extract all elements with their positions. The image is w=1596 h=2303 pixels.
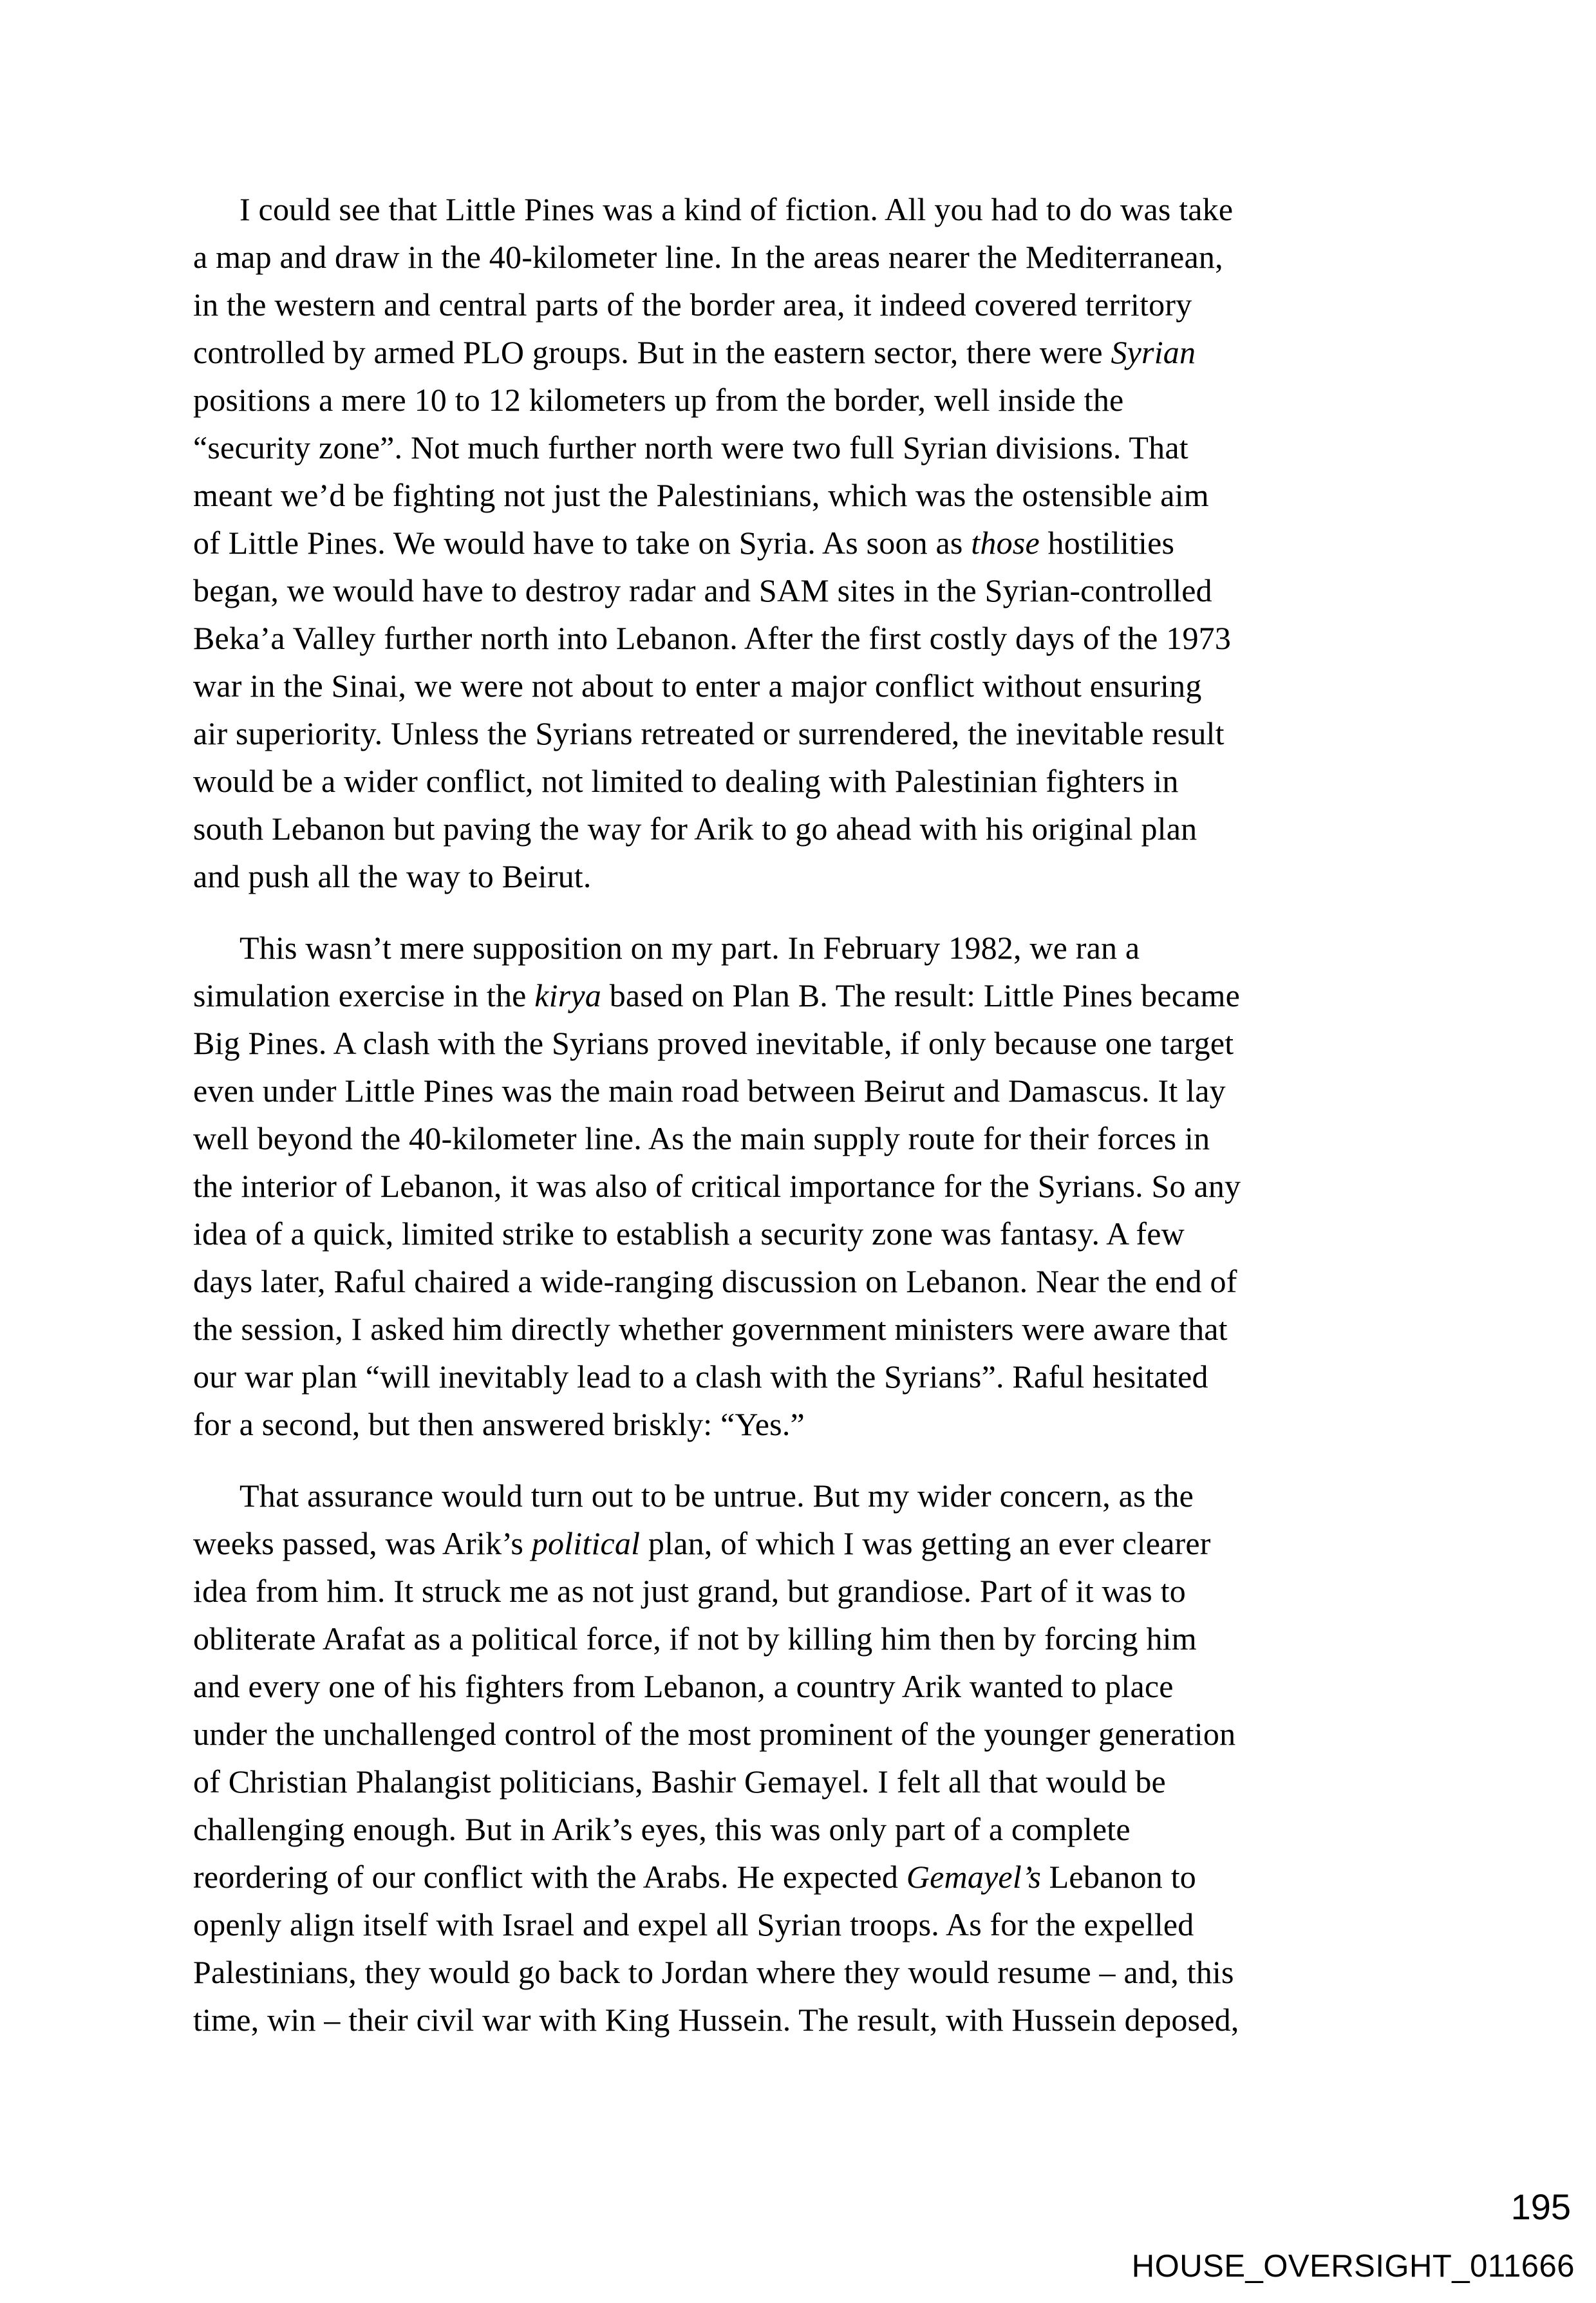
text-line: well beyond the 40-kilometer line. As the main supply route for their forces in <box>193 1120 1210 1156</box>
text-line: and push all the way to Beirut. <box>193 858 592 894</box>
text-line: Big Pines. A clash with the Syrians proved inevitable, if only because one target <box>193 1025 1234 1061</box>
text-line: openly align itself with Israel and expel all Syrian troops. As for the expelled <box>193 1906 1194 1942</box>
text-line: and every one of his fighters from Lebanon, a country Arik wanted to place <box>193 1668 1174 1704</box>
text-line: days later, Raful chaired a wide-ranging discussion on Lebanon. Near the end of <box>193 1263 1237 1299</box>
text-line: Palestinians, they would go back to Jordan where they would resume – and, this <box>193 1954 1234 1990</box>
text-line: Beka’a Valley further north into Lebanon. After the first costly days of the 1973 <box>193 620 1232 656</box>
text-line: in the western and central parts of the border area, it indeed covered territory <box>193 287 1192 323</box>
text-line: This wasn’t mere supposition on my part. In February 1982, we ran a <box>239 930 1140 966</box>
text-line: controlled by armed PLO groups. But in the eastern sector, there were Syrian <box>193 334 1196 370</box>
text-line: challenging enough. But in Arik’s eyes, this was only part of a complete <box>193 1811 1131 1847</box>
text-line: the session, I asked him directly whether government ministers were aware that <box>193 1311 1228 1347</box>
text-line: our war plan “will inevitably lead to a clash with the Syrians”. Raful hesitated <box>193 1358 1208 1395</box>
body-text <box>193 185 1404 2067</box>
text-line: even under Little Pines was the main road between Beirut and Damascus. It lay <box>193 1073 1226 1109</box>
text-line: of Christian Phalangist politicians, Bashir Gemayel. I felt all that would be <box>193 1763 1166 1800</box>
text-line: for a second, but then answered briskly: “Yes.” <box>193 1406 805 1442</box>
text-line: a map and draw in the 40-kilometer line. In the areas nearer the Mediterranean, <box>193 239 1223 275</box>
text-line: positions a mere 10 to 12 kilometers up from the border, well inside the <box>193 382 1124 418</box>
text-line: war in the Sinai, we were not about to enter a major conflict without ensuring <box>193 668 1202 704</box>
page-number: 195 <box>1510 2186 1571 2227</box>
text-line: south Lebanon but paving the way for Arik to go ahead with his original plan <box>193 811 1197 847</box>
text-line: simulation exercise in the kirya based on Plan B. The result: Little Pines became <box>193 977 1241 1013</box>
text-line: idea from him. It struck me as not just grand, but grandiose. Part of it was to <box>193 1573 1186 1609</box>
text-line: idea of a quick, limited strike to establish a security zone was fantasy. A few <box>193 1216 1185 1252</box>
text-line: air superiority. Unless the Syrians retreated or surrendered, the inevitable result <box>193 715 1225 751</box>
text-line: “security zone”. Not much further north were two full Syrian divisions. That <box>193 429 1188 465</box>
text-line: reordering of our conflict with the Arabs. He expected Gemayel’s Lebanon to <box>193 1859 1197 1895</box>
text-line: That assurance would turn out to be untrue. But my wider concern, as the <box>239 1478 1194 1514</box>
text-line: weeks passed, was Arik’s political plan, of which I was getting an ever clearer <box>193 1525 1211 1561</box>
text-line: would be a wider conflict, not limited to dealing with Palestinian fighters in <box>193 763 1179 799</box>
text-line: of Little Pines. We would have to take on Syria. As soon as those hostilities <box>193 525 1175 561</box>
text-line: under the unchallenged control of the most prominent of the younger generation <box>193 1716 1236 1752</box>
text-line: began, we would have to destroy radar and SAM sites in the Syrian-controlled <box>193 572 1212 608</box>
text-line: the interior of Lebanon, it was also of critical importance for the Syrians. So any <box>193 1168 1241 1204</box>
text-line: obliterate Arafat as a political force, if not by killing him then by forcing him <box>193 1621 1197 1657</box>
paragraph <box>193 1472 1404 2044</box>
text-line: meant we’d be fighting not just the Palestinians, which was the ostensible aim <box>193 477 1209 513</box>
bates-stamp: HOUSE_OVERSIGHT_011666 <box>1131 2249 1575 2284</box>
text-line: I could see that Little Pines was a kind of fiction. All you had to do was take <box>239 191 1234 227</box>
paragraph <box>193 924 1404 1448</box>
text-line: time, win – their civil war with King Hussein. The result, with Hussein deposed, <box>193 2002 1239 2038</box>
paragraph <box>193 185 1404 900</box>
